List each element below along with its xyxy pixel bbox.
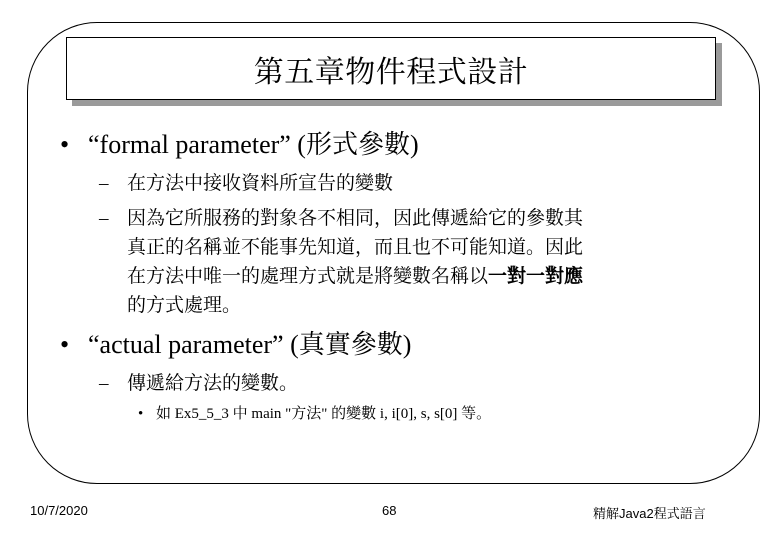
sub-bullet-dash: – <box>99 373 109 394</box>
sub-bullet-continuation <box>127 261 583 288</box>
footer-date: 10/7/2020 <box>30 503 88 518</box>
bullet-dot: • <box>60 130 70 159</box>
sub-bullet-dash: – <box>99 173 109 194</box>
sub-bullet-formal-2 <box>99 203 583 230</box>
footer-page-number: 68 <box>382 503 397 518</box>
bullet-actual-parameter <box>60 324 411 361</box>
sub-sub-bullet-text: 如 Ex5_5_3 中 main "方法" 的變數 i, i[0], s, s[0] 等。 <box>156 406 492 422</box>
sub-bullet-dash: – <box>99 208 109 229</box>
continuation-text: 在方法中唯一的處理方式就是將變數名稱以 <box>127 266 489 287</box>
emphasis-text: 一對一對應 <box>488 266 584 287</box>
bullet-dot: • <box>60 330 70 359</box>
sub-sub-bullet-example <box>138 402 491 423</box>
bullet-formal-parameter <box>60 124 419 161</box>
sub-bullet-continuation: 真正的名稱並不能事先知道，而且也不可能知道。因此 <box>127 237 584 258</box>
title-box <box>66 37 716 100</box>
bullet-dot: • <box>138 406 144 422</box>
slide-title: 第五章物件程式設計 <box>253 55 529 89</box>
bullet-text: “formal parameter” (形式參數) <box>88 130 419 159</box>
sub-bullet-text: 因為它所服務的對象各不相同，因此傳遞給它的參數其 <box>127 208 584 229</box>
sub-bullet-text: 傳遞給方法的變數。 <box>127 373 299 394</box>
sub-bullet-actual-1 <box>99 368 298 395</box>
sub-bullet-continuation: 的方式處理。 <box>127 295 242 316</box>
bullet-text: “actual parameter” (真實參數) <box>88 330 412 359</box>
sub-bullet-formal-1 <box>99 168 393 195</box>
footer-course-title: 精解Java2程式語言 <box>593 506 706 521</box>
sub-bullet-text: 在方法中接收資料所宣告的變數 <box>127 173 394 194</box>
